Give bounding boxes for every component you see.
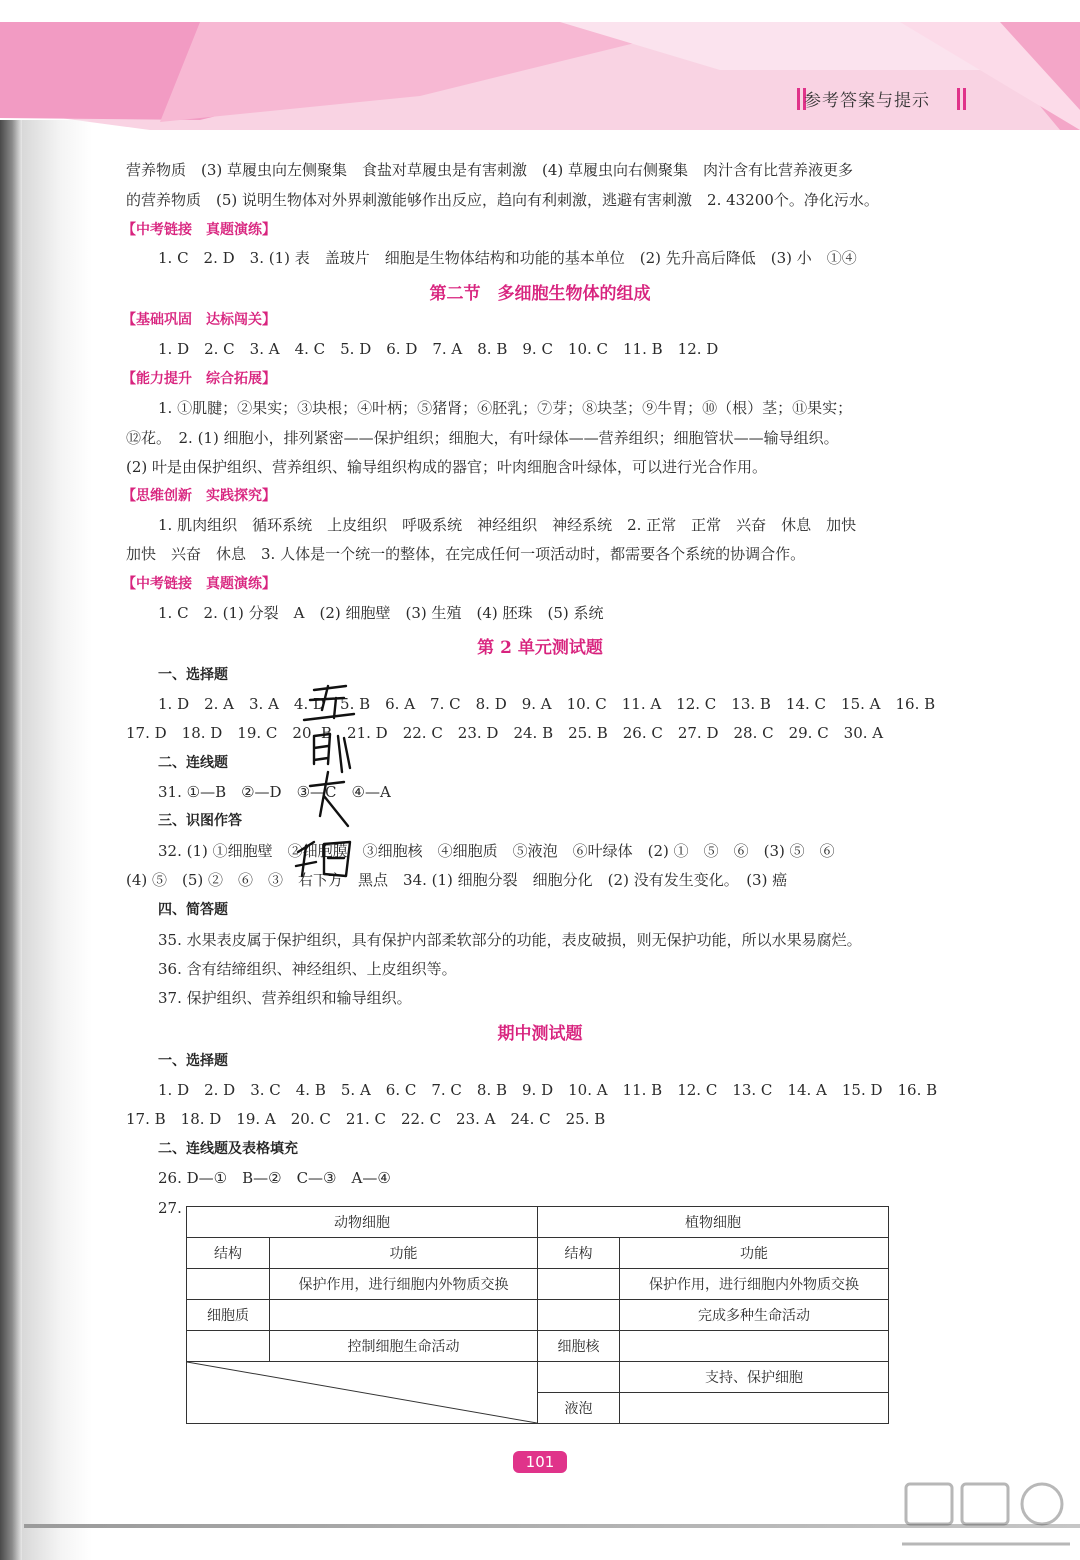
sub-heading: 二、连线题 [158,755,228,771]
sub-heading: 三、识图作答 [158,813,242,829]
spine-shadow [22,120,92,1560]
table-cell [620,1331,889,1362]
sub-heading: 一、选择题 [158,1053,228,1069]
text-line: (4) ⑤ (5) ② ⑥ ③ 右下方 黑点 34. (1) 细胞分裂 细胞分化 (2) 没有发生变化。 (3) 癌 [126,871,788,889]
section-tag: 【能力提升 综合拓展】 [122,371,276,387]
table-cell: 完成多种生命活动 [620,1300,889,1331]
page-number: 101 [513,1451,567,1473]
table-row [187,1300,889,1331]
diagonal-line [187,1362,537,1423]
section-tag: 【中考链接 真题演练】 [122,222,276,238]
table-cell: 控制细胞生命活动 [270,1331,538,1362]
table-cell: 细胞核 [538,1331,620,1362]
section-tag: 【思维创新 实践探究】 [122,488,276,504]
sub-heading: 二、连线题及表格填充 [158,1141,298,1157]
table-cell [187,1269,270,1300]
table-cell [620,1393,889,1424]
table-cell [270,1300,538,1331]
table-subheader-row [187,1238,889,1269]
section-tag: 【基础巩固 达标闯关】 [122,312,276,328]
text-line: 26. D—① B—② C—③ A—④ [158,1169,391,1187]
table-cell [538,1362,620,1393]
text-line: 32. (1) ①细胞壁 ②细胞膜 ③细胞核 ④细胞质 ⑤液泡 ⑥叶绿体 (2) ① ⑤ ⑥ (3) ⑤ ⑥ [158,842,835,860]
plant-cell-header: 植物细胞 [538,1207,889,1238]
sub-heading: 一、选择题 [158,667,228,683]
text-line: 1. D 2. D 3. C 4. B 5. A 6. C 7. C 8. B 9. D 10. A 11. B 12. C 13. C 14. A 15. D 16. B [158,1081,938,1099]
header-bar-right-2 [963,88,966,110]
col-structure: 结构 [538,1238,620,1269]
text-line: 营养物质 (3) 草履虫向左侧聚集 食盐对草履虫是有害刺激 (4) 草履虫向右侧聚集 肉汁含有比营养液更多 [126,161,854,179]
watermark-logo [896,1478,1076,1558]
col-function: 功能 [620,1238,889,1269]
header-bar-right [957,88,960,110]
text-line: 35. 水果表皮属于保护组织，具有保护内部柔软部分的功能，表皮破损，则无保护功能，所以水果易腐烂。 [158,931,862,949]
header-label: 参考答案与提示 [804,91,930,111]
text-line: 17. D 18. D 19. C 20. B 21. D 22. C 23. D 24. B 25. B 26. C 27. D 28. C 29. C 30. A [126,724,884,742]
sub-heading: 四、简答题 [158,902,228,918]
text-line: 36. 含有结缔组织、神经组织、上皮组织等。 [158,960,457,978]
midterm-title: 期中测试题 [497,1024,583,1044]
book-spine [0,120,22,1560]
header-bar-left [797,88,800,110]
diagonal-blank-cell [187,1362,538,1424]
table-cell: 保护作用，进行细胞内外物质交换 [620,1269,889,1300]
table-cell: 支持、保护细胞 [620,1362,889,1393]
handwriting-scribble [284,676,374,896]
text-line: 1. C 2. (1) 分裂 A (2) 细胞壁 (3) 生殖 (4) 胚珠 (5) 系统 [158,604,604,622]
text-line: 1. ①肌腱；②果实；③块根；④叶柄；⑤猪肾；⑥胚乳；⑦芽；⑧块茎；⑨牛胃；⑩（根）茎；⑪果实； [158,399,853,417]
section-tag: 【中考链接 真题演练】 [122,576,276,592]
animal-cell-header: 动物细胞 [187,1207,538,1238]
table-cell: 保护作用，进行细胞内外物质交换 [270,1269,538,1300]
text-line: 17. B 18. D 19. A 20. C 21. C 22. C 23. A 24. C 25. B [126,1110,606,1128]
table-row [187,1331,889,1362]
table-row [187,1362,889,1393]
text-line: 1. D 2. C 3. A 4. C 5. D 6. D 7. A 8. B 9. C 10. C 11. B 12. D [158,340,719,358]
text-line: 31. ①—B ②—D ③—C ④—A [158,783,391,801]
text-line: 1. D 2. A 3. A 4. D 5. B 6. A 7. C 8. D 9. A 10. C 11. A 12. C 13. B 14. C 15. A 16. B [158,695,936,713]
cell-comparison-table [186,1206,889,1424]
question-number: 27. [158,1199,182,1217]
text-line: 1. 肌肉组织 循环系统 上皮组织 呼吸系统 神经组织 神经系统 2. 正常 正常 兴奋 休息 加快 [158,516,857,534]
col-function: 功能 [270,1238,538,1269]
table-header-row [187,1207,889,1238]
table-cell: 细胞质 [187,1300,270,1331]
unit-test-title: 第 2 单元测试题 [477,638,603,658]
table-cell: 液泡 [538,1393,620,1424]
table-cell [538,1300,620,1331]
col-structure: 结构 [187,1238,270,1269]
table-cell [187,1331,270,1362]
header-banner [0,0,1080,140]
text-line: 的营养物质 (5) 说明生物体对外界刺激能够作出反应，趋向有利刺激，逃避有害刺激 2. 43200个。净化污水。 [126,191,879,209]
section-title: 第二节 多细胞生物体的组成 [429,284,651,304]
text-line: (2) 叶是由保护组织、营养组织、输导组织构成的器官；叶肉细胞含叶绿体，可以进行光合作用。 [126,458,768,476]
text-line: 加快 兴奋 休息 3. 人体是一个统一的整体，在完成任何一项活动时，都需要各个系统的协调合作。 [126,545,806,563]
text-line: 1. C 2. D 3. (1) 表 盖玻片 细胞是生物体结构和功能的基本单位 (2) 先升高后降低 (3) 小 ①④ [158,249,857,267]
table-row [187,1269,889,1300]
table-cell [538,1269,620,1300]
text-line: ⑫花。 2. (1) 细胞小，排列紧密——保护组织；细胞大，有叶绿体——营养组织；细胞管状——输导组织。 [126,429,839,447]
text-line: 37. 保护组织、营养组织和输导组织。 [158,989,412,1007]
